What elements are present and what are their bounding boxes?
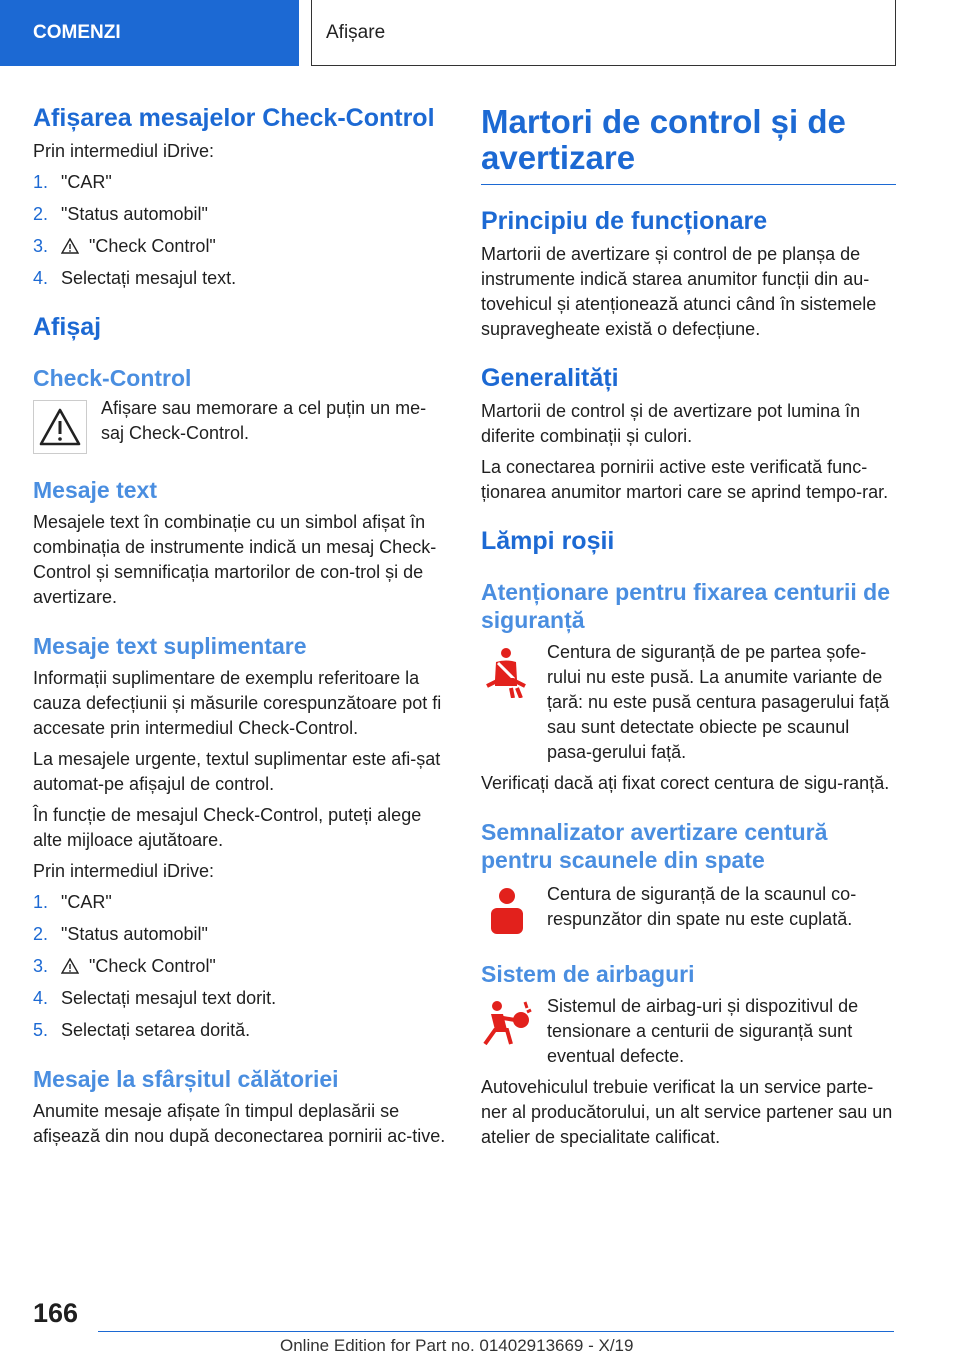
extra-paragraph-1: Informații suplimentare de exemplu referitoare la cauza defecțiunii și măsurile corespunzătoare pot fi accesate prin intermediul Check-Control.: [33, 668, 442, 738]
list-item: 5. Selectați setarea dorită.: [33, 1020, 251, 1040]
rear-seatbelt-icon-box: [481, 886, 533, 938]
check-control-text: Afișare sau memorare a cel puțin un me-saj Check-Control.: [101, 398, 427, 443]
list-item: 4. Selectați mesajul text.: [33, 268, 237, 288]
list-item: 2. "Status automobil": [33, 204, 208, 224]
principle-heading: Principiu de funcționare: [481, 207, 768, 235]
rear-seatbelt-heading: Semnalizator avertizare centură pentru scaunele din spate: [481, 819, 828, 873]
left-column: [33, 104, 448, 1155]
seatbelt-warning-icon: [481, 646, 531, 698]
check-control-box: [33, 400, 87, 454]
right-column: [481, 104, 896, 1156]
general-heading: Generalități: [481, 364, 619, 392]
principle-text: Martorii de avertizare și control de pe planșa de instrumente indică starea anumitor funcții din au-tovehicul și atenționează atunci când în sistemele supravegheate există o defecțiune.: [481, 244, 877, 339]
footer-divider: [98, 1331, 894, 1332]
airbag-heading: Sistem de airbaguri: [481, 961, 695, 987]
seatbelt-text: Centura de siguranță de pe partea șofe-rului nu este pusă. La anumite variante de țară: nu este pusă centura pasagerului față sau sunt detectate obiecte pe scaunul pasa-gerului față.: [547, 642, 890, 762]
seatbelt-check-text: Verificați dacă ați fixat corect centura de sigu-ranță.: [481, 773, 890, 793]
warning-lights-title: Martori de control și de avertizare: [481, 104, 896, 185]
afisaj-heading: Afișaj: [33, 313, 102, 341]
check-control-row: [33, 400, 448, 454]
extra-messages-heading: Mesaje text suplimentare: [33, 633, 307, 659]
check-control-title: Afișarea mesajelor Check-Control: [33, 104, 435, 132]
intro-text: Prin intermediul iDrive:: [33, 141, 215, 161]
list-item: 3. "Check Control": [33, 236, 216, 256]
airbag-service-text: Autovehiculul trebuie verificat la un service parte-ner al producătorului, un alt service partener sau un atelier de specialitate calificat.: [481, 1077, 893, 1147]
steps-list-1: [33, 170, 448, 291]
edition-label: Online Edition for Part no. 01402913669 - X/19: [280, 1336, 634, 1355]
extra-paragraph-4: Prin intermediul iDrive:: [33, 861, 215, 881]
warning-triangle-icon: [61, 238, 79, 254]
check-control-heading: Check-Control: [33, 365, 192, 391]
list-item: 4. Selectați mesajul text dorit.: [33, 988, 277, 1008]
airbag-warning-icon: [481, 998, 533, 1050]
subsection-label: Afișare: [326, 21, 386, 43]
list-item: 1. "CAR": [33, 892, 112, 912]
warning-triangle-icon: [61, 958, 79, 974]
list-item: 3. "Check Control": [33, 956, 216, 976]
list-item: 2. "Status automobil": [33, 924, 208, 944]
text-messages-body: Mesajele text în combinație cu un simbol afișat în combinația de instrumente indică un mesaj Check-Control și semnificația martorilor de con-trol și de avertizare.: [33, 512, 437, 607]
text-messages-heading: Mesaje text: [33, 477, 158, 503]
red-lamps-heading: Lămpi roșii: [481, 527, 615, 555]
rear-seat-occupant-icon: [487, 886, 527, 938]
airbag-text: Sistemul de airbag-uri și dispozitivul de tensionare a centurii de siguranță sunt eventual defecte.: [547, 996, 859, 1066]
subsection-tab: [311, 0, 896, 66]
general-paragraph-2: La conectarea pornirii active este verificată func-ționarea anumitor martori care se aprind tempo-rar.: [481, 457, 889, 502]
rear-seatbelt-text: Centura de siguranță de la scaunul co-respunzător din spate nu este cuplată.: [547, 884, 857, 929]
section-tab[interactable]: [0, 0, 299, 66]
warning-triangle-icon: [38, 407, 82, 447]
rear-seatbelt-row: [481, 882, 896, 938]
extra-paragraph-3: În funcție de mesajul Check-Control, puteți alege alte mijloace ajutătoare.: [33, 805, 422, 850]
general-paragraph-1: Martorii de control și de avertizare pot lumina în diferite combinații și culori.: [481, 401, 861, 446]
end-of-trip-text: Anumite mesaje afișate în timpul deplasării se afișează din nou după deconectarea pornirii ac-tive.: [33, 1101, 446, 1146]
list-item: 1. "CAR": [33, 172, 112, 192]
end-of-trip-heading: Mesaje la sfârșitul călătoriei: [33, 1066, 339, 1092]
seatbelt-block: [481, 640, 896, 765]
page-number: 166: [33, 1298, 79, 1328]
airbag-block: [481, 994, 896, 1069]
steps-list-2: [33, 890, 448, 1043]
extra-paragraph-2: La mesajele urgente, textul suplimentar este afi-șat automat-pe afișajul de control.: [33, 749, 441, 794]
section-label: COMENZI: [33, 22, 121, 43]
seatbelt-heading: Atenționare pentru fixarea centurii de siguranță: [481, 579, 890, 633]
